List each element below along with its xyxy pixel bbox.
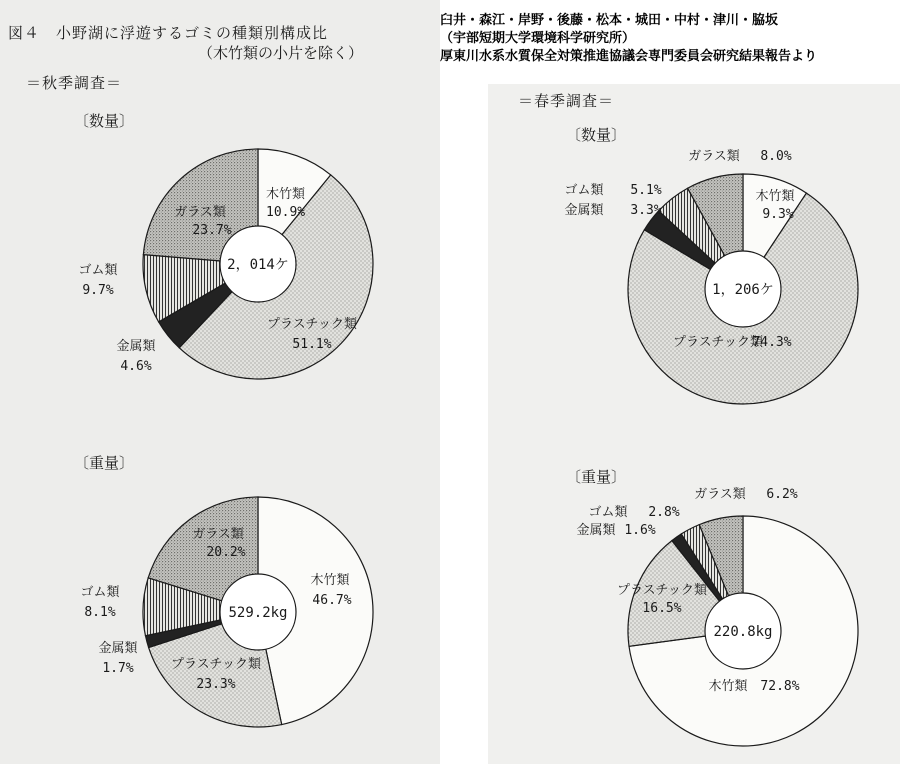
pie-category-label-autumn-weight-metal: 金属類 bbox=[98, 641, 138, 656]
pie-value-label-autumn-count-rubber: 9.7% bbox=[82, 283, 114, 298]
credits-source: 厚東川水系水質保全対策推進協議会専門委員会研究結果報告より bbox=[440, 49, 818, 64]
pie-category-label-spring-weight-wood: 木竹類 bbox=[708, 679, 748, 694]
season-spring: ＝春季調査＝ bbox=[518, 92, 615, 110]
pie-category-label-autumn-count-wood: 木竹類 bbox=[266, 187, 306, 202]
pie-value-label-autumn-count-metal: 4.6% bbox=[120, 359, 152, 374]
pie-category-label-spring-weight-metal: 金属類 bbox=[576, 523, 616, 538]
pie-value-label-spring-weight-wood: 72.8% bbox=[760, 679, 800, 694]
figure-subtitle: （木竹類の小片を除く） bbox=[198, 44, 364, 62]
pie-center-label-spring-count: 1，206ケ bbox=[712, 282, 774, 298]
pie-value-label-spring-count-glass: 8.0% bbox=[760, 149, 792, 164]
pie-category-label-spring-count-wood: 木竹類 bbox=[755, 189, 795, 204]
pie-center-label-spring-weight: 220.8kg bbox=[713, 624, 773, 640]
figure-title: 図４ 小野湖に浮遊するゴミの種類別構成比 bbox=[8, 24, 329, 42]
pie-value-label-spring-count-wood: 9.3% bbox=[762, 207, 794, 222]
pie-value-label-spring-weight-metal: 1.6% bbox=[624, 523, 656, 538]
pie-value-label-autumn-weight-glass: 20.2% bbox=[206, 545, 246, 560]
pie-value-label-autumn-count-glass: 23.7% bbox=[192, 223, 232, 238]
pie-category-label-spring-weight-rubber: ゴム類 bbox=[588, 505, 628, 520]
pie-category-label-autumn-count-plastic: プラスチック類 bbox=[267, 317, 357, 332]
credits-affiliation: （宇部短期大学環境科学研究所） bbox=[440, 31, 636, 46]
pie-value-label-spring-count-metal: 3.3% bbox=[630, 203, 662, 218]
pie-value-label-spring-count-rubber: 5.1% bbox=[630, 183, 662, 198]
chart-label-spring-weight: 〔重量〕 bbox=[566, 468, 627, 486]
pie-category-label-spring-count-glass: ガラス類 bbox=[688, 149, 740, 164]
pie-category-label-spring-count-plastic: プラスチック類 bbox=[673, 335, 763, 350]
pie-value-label-autumn-count-wood: 10.9% bbox=[266, 205, 306, 220]
pie-category-label-autumn-count-metal: 金属類 bbox=[116, 339, 156, 354]
pie-category-label-autumn-weight-plastic: プラスチック類 bbox=[171, 657, 261, 672]
pie-category-label-autumn-weight-rubber: ゴム類 bbox=[80, 585, 120, 600]
chart-label-spring-count: 〔数量〕 bbox=[566, 126, 627, 144]
chart-label-autumn-count: 〔数量〕 bbox=[74, 112, 135, 130]
pie-value-label-spring-weight-glass: 6.2% bbox=[766, 487, 798, 502]
season-autumn: ＝秋季調査＝ bbox=[26, 74, 123, 92]
chart-label-autumn-weight: 〔重量〕 bbox=[74, 454, 135, 472]
pie-value-label-autumn-weight-rubber: 8.1% bbox=[84, 605, 116, 620]
pie-value-label-autumn-weight-wood: 46.7% bbox=[312, 593, 352, 608]
pie-value-label-spring-count-plastic: 74.3% bbox=[752, 335, 792, 350]
pie-value-label-spring-weight-plastic: 16.5% bbox=[642, 601, 682, 616]
pie-center-label-autumn-count: 2，014ケ bbox=[227, 257, 289, 273]
pie-value-label-autumn-weight-metal: 1.7% bbox=[102, 661, 134, 676]
pie-category-label-autumn-count-rubber: ゴム類 bbox=[78, 263, 118, 278]
pie-category-label-autumn-weight-wood: 木竹類 bbox=[310, 573, 350, 588]
pie-category-label-spring-weight-plastic: プラスチック類 bbox=[617, 583, 707, 598]
pie-category-label-spring-count-rubber: ゴム類 bbox=[564, 183, 604, 198]
pie-value-label-autumn-weight-plastic: 23.3% bbox=[196, 677, 236, 692]
pie-category-label-autumn-weight-glass: ガラス類 bbox=[192, 527, 244, 542]
pie-category-label-spring-weight-glass: ガラス類 bbox=[694, 487, 746, 502]
pie-value-label-spring-weight-rubber: 2.8% bbox=[648, 505, 680, 520]
pie-center-label-autumn-weight: 529.2kg bbox=[228, 605, 288, 621]
pie-category-label-autumn-count-glass: ガラス類 bbox=[174, 205, 226, 220]
credits-authors: 臼井・森江・岸野・後藤・松本・城田・中村・津川・脇坂 bbox=[440, 13, 779, 28]
pie-value-label-autumn-count-plastic: 51.1% bbox=[292, 337, 332, 352]
pie-category-label-spring-count-metal: 金属類 bbox=[564, 203, 604, 218]
